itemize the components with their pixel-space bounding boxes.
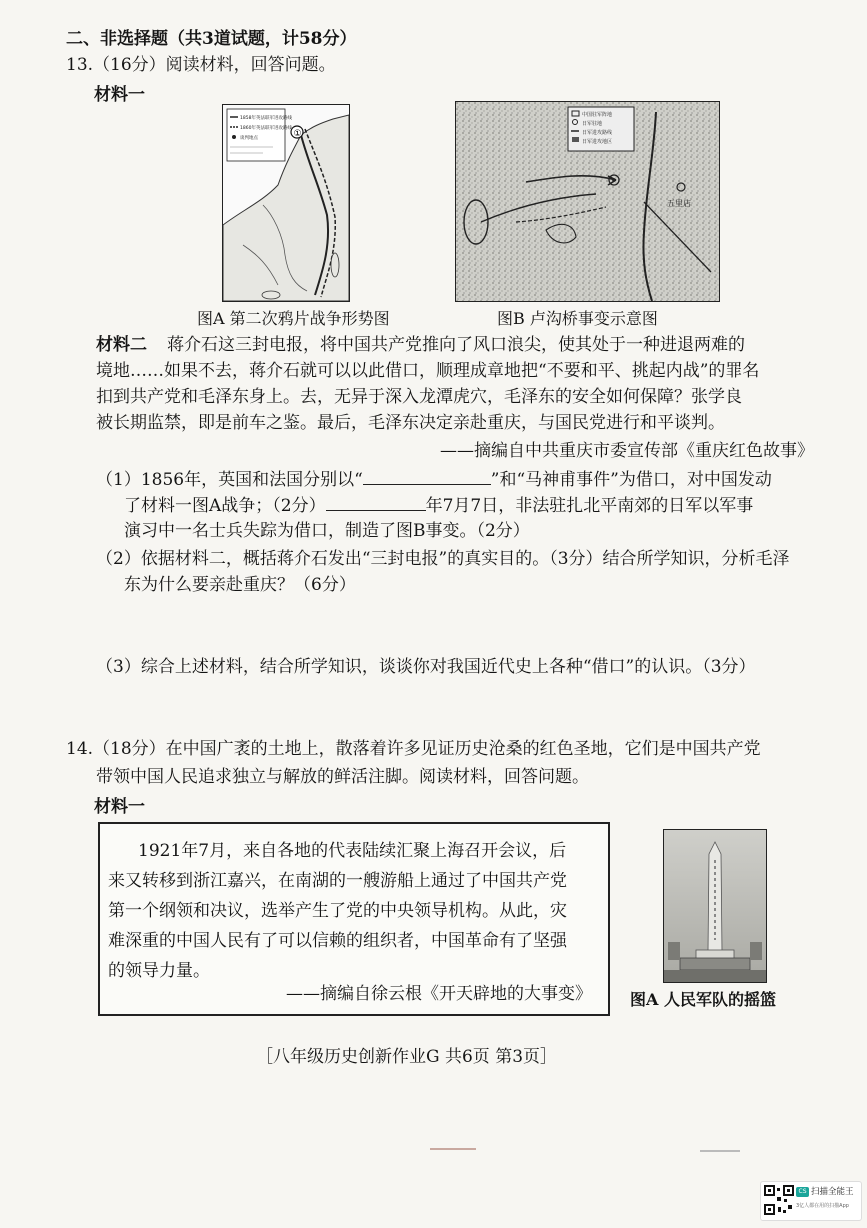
figure-b-legend-1: 中国驻军阵地	[582, 112, 613, 118]
figure-a-legend-1: 1858年英法联军进攻路线	[240, 116, 292, 121]
figure-a-legend-3: 谈判地点	[240, 136, 258, 141]
q13-material2-source: ——摘编自中共重庆市委宣传部《重庆红色故事》	[440, 441, 814, 461]
page-footer: ［八年级历史创新作业G 共6页 第3页］	[256, 1047, 558, 1067]
q13-material2-label: 材料二	[96, 335, 147, 355]
scanner-subtitle: 3亿人都在用的扫描App	[796, 1203, 849, 1209]
q14-box-line-4: 难深重的中国人民有了可以信赖的组织者，中国革命有了坚强	[108, 931, 567, 951]
q13-part1-text-b: ”和“马神甫事件”为借口，对中国发动	[490, 470, 772, 490]
figure-b-caption: 图B 卢沟桥事变示意图	[497, 309, 658, 328]
q13-part1-line-1	[96, 466, 772, 493]
figure-b-diagram	[455, 101, 720, 302]
q14-box-line-3: 第一个纲领和决议，选举产生了党的中央领导机构。从此，灾	[108, 901, 567, 921]
figure-a-legend-2: 1860年英法联军进攻路线	[240, 126, 292, 131]
figure-b-legend-3: 日军进攻路线	[582, 130, 613, 136]
q14-box-line-2: 来又转移到浙江嘉兴，在南湖的一艘游船上通过了中国共产党	[108, 871, 567, 891]
q14-figure-a-photo	[663, 829, 767, 983]
scan-mark	[700, 1150, 740, 1152]
monument-photo-image	[664, 830, 766, 982]
lugou-bridge-diagram-image	[456, 102, 719, 301]
figure-a-map	[222, 104, 350, 302]
figure-b-legend-2: 日军驻地	[582, 121, 603, 127]
section-title: 二、非选择题（共3道试题，计58分）	[66, 29, 357, 49]
q14-box-line-1: 1921年7月，来自各地的代表陆续汇聚上海召开会议，后	[138, 841, 567, 861]
scanner-brand: 扫描全能王	[811, 1187, 854, 1197]
q14-material1-label: 材料一	[94, 797, 145, 817]
q13-material2-line-3: 扣到共产党和毛泽东身上。去，无异于深入龙潭虎穴，毛泽东的安全如何保障？张学良	[96, 387, 742, 407]
q13-heading: 13.（16分）阅读材料，回答问题。	[66, 55, 336, 75]
q13-part2-line-2: 东为什么要亲赴重庆？（6分）	[124, 575, 356, 595]
qr-code-icon	[764, 1185, 794, 1215]
q13-material2-line-2: 境地……如果不去，蒋介石就可以以此借口，顺理成章地把“不要和平、挑起内战”的罪名	[96, 361, 760, 381]
q13-part1-text-d: 年7月7日，非法驻扎北平南郊的日军以军事	[425, 496, 754, 516]
q13-part1-text-c: 了材料一图A战争；（2分）	[124, 496, 326, 516]
q13-material2-line-1	[96, 332, 745, 358]
q14-box-source: ——摘编自徐云根《开天辟地的大事变》	[286, 984, 592, 1004]
scan-mark	[430, 1148, 476, 1150]
figure-a-marker: ①	[293, 129, 302, 139]
q13-part1-line-3: 演习中一名士兵失踪为借口，制造了图B事变。（2分）	[124, 521, 530, 541]
q13-part1-line-2	[124, 492, 753, 519]
q13-part2-line-1: （2）依据材料二，概括蒋介石发出“三封电报”的真实目的。（3分）结合所学知识，分析毛泽	[96, 549, 790, 569]
q13-material1-label: 材料一	[94, 85, 145, 105]
figure-b-label-wulidian: 五里店	[667, 199, 691, 208]
camscanner-logo-icon: CS	[796, 1187, 809, 1197]
q13-material2-line-4: 被长期监禁，即是前车之鉴。最后，毛泽东决定亲赴重庆，与国民党进行和平谈判。	[96, 413, 725, 433]
q13-part1-blank-2[interactable]	[326, 492, 426, 511]
q14-material1-box	[98, 822, 610, 1016]
q13-material2-text-1: 蒋介石这三封电报，将中国共产党推向了风口浪尖，使其处于一种进退两难的	[167, 335, 745, 355]
q14-line-2: 带领中国人民追求独立与解放的鲜活注脚。阅读材料，回答问题。	[96, 767, 589, 787]
figure-b-legend-4: 日军进攻地区	[582, 139, 613, 145]
q13-part1-blank-1[interactable]	[363, 466, 491, 485]
q13-part3: （3）综合上述材料，结合所学知识，谈谈你对我国近代史上各种“借口”的认识。（3分）	[96, 657, 756, 677]
scanner-watermark	[760, 1181, 862, 1221]
q14-figure-a-caption: 图A 人民军队的摇篮	[630, 990, 776, 1009]
q14-line-1: 14.（18分）在中国广袤的土地上，散落着许多见证历史沧桑的红色圣地，它们是中国共产党	[66, 739, 761, 759]
q14-box-line-5: 的领导力量。	[108, 961, 210, 981]
q13-part1-text-a: （1）1856年，英国和法国分别以“	[96, 470, 363, 490]
figure-a-caption: 图A 第二次鸦片战争形势图	[197, 309, 390, 328]
opium-war-map-image	[223, 105, 349, 301]
